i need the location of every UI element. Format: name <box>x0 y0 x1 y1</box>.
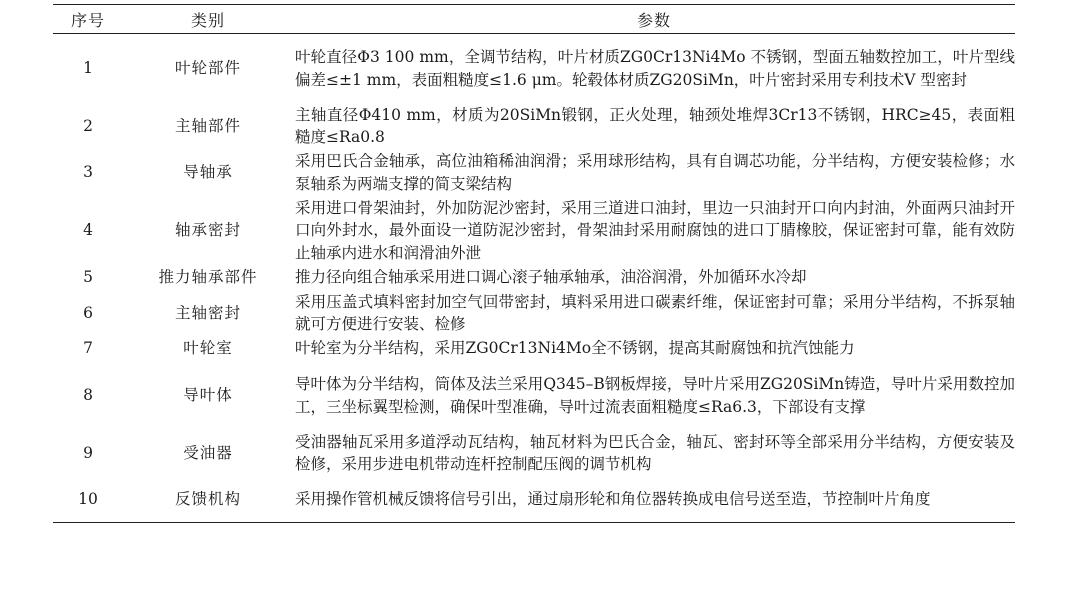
row-category: 受油器 <box>183 443 233 462</box>
table-row <box>53 361 1015 430</box>
header-index: 序号 <box>70 10 105 30</box>
row-index: 8 <box>83 386 93 405</box>
row-index: 6 <box>83 303 93 322</box>
row-index: 3 <box>83 163 93 182</box>
row-index: 7 <box>83 339 93 358</box>
row-index: 2 <box>83 116 93 135</box>
row-category: 导轴承 <box>183 163 233 182</box>
table-row <box>53 290 1015 336</box>
table-row <box>53 34 1015 104</box>
row-parameters: 采用压盖式填料密封加空气回带密封，填料采用进口碳素纤维，保证密封可靠；采用分半结构，不拆泵轴就可方便进行安装、检修 <box>295 292 1015 333</box>
header-row <box>53 5 1015 34</box>
header-category: 类别 <box>190 10 225 30</box>
row-parameters: 叶轮直径Φ3 100 mm，全调节结构，叶片材质ZG0Cr13Ni4Mo 不锈钢，型面五轴数控加工，叶片型线偏差≤±1 mm，表面粗糙度≤1.6 μm。轮毂体材质ZG20SiMn，叶片密封采用专利技术V 型密封 <box>295 48 1015 89</box>
row-category: 反馈机构 <box>174 489 241 508</box>
row-index: 1 <box>83 59 93 78</box>
table-body <box>53 34 1015 523</box>
row-index: 4 <box>83 221 93 240</box>
table-row <box>53 336 1015 361</box>
row-parameters: 采用巴氏合金轴承，高位油箱稀油润滑；采用球形结构，具有自调芯功能，分半结构，方便安装检修；水泵轴系为两端支撑的简支梁结构 <box>295 152 1015 193</box>
header-parameters: 参数 <box>636 10 671 30</box>
row-index: 10 <box>78 489 98 508</box>
row-parameters: 采用操作管机械反馈将信号引出，通过扇形轮和角位器转换成电信号送至造，节控制叶片角度 <box>295 489 931 508</box>
parameter-table-container <box>53 0 1015 523</box>
row-index: 5 <box>83 268 93 287</box>
table-header <box>53 5 1015 34</box>
table-row <box>53 265 1015 290</box>
row-parameters: 主轴直径Φ410 mm，材质为20SiMn锻钢，正火处理，轴颈处堆焊3Cr13不锈钢，HRC≥45，表面粗糙度≤Ra0.8 <box>295 105 1015 146</box>
row-parameters: 受油器轴瓦采用多道浮动瓦结构，轴瓦材料为巴氏合金，轴瓦、密封环等全部采用分半结构，方便安装及检修，采用步进电机带动连杆控制配压阀的调节机构 <box>295 432 1015 473</box>
row-index: 9 <box>83 443 93 462</box>
row-parameters: 推力径向组合轴承采用进口调心滚子轴承轴承，油浴润滑，外加循环水冷却 <box>295 268 807 287</box>
row-category: 叶轮部件 <box>174 59 241 78</box>
row-category: 推力轴承部件 <box>158 268 258 287</box>
table-row <box>53 149 1015 196</box>
parameter-table <box>53 4 1015 523</box>
row-parameters: 采用进口骨架油封，外加防泥沙密封，采用三道进口油封，里边一只油封开口向内封油，外面两只油封开口向外封水，最外面设一道防泥沙密封，骨架油封采用耐腐蚀的进口丁腈橡胶，保证密封可靠，能有效防止轴承内进水和润滑油外泄 <box>295 198 1015 262</box>
table-row <box>53 430 1015 476</box>
row-category: 主轴密封 <box>174 303 241 322</box>
table-row <box>53 476 1015 523</box>
row-category: 叶轮室 <box>183 339 233 358</box>
row-parameters: 导叶体为分半结构，筒体及法兰采用Q345–B钢板焊接，导叶片采用ZG20SiMn铸造，导叶片采用数控加工，三坐标翼型检测，确保叶型准确，导叶过流表面粗糙度≤Ra6.3，下部设有支撑 <box>295 375 1015 416</box>
row-category: 主轴部件 <box>174 116 241 135</box>
row-category: 轴承密封 <box>174 221 241 240</box>
row-parameters: 叶轮室为分半结构，采用ZG0Cr13Ni4Mo全不锈钢，提高其耐腐蚀和抗汽蚀能力 <box>295 339 855 358</box>
table-row <box>53 196 1015 265</box>
row-category: 导叶体 <box>183 386 233 405</box>
table-row <box>53 103 1015 149</box>
